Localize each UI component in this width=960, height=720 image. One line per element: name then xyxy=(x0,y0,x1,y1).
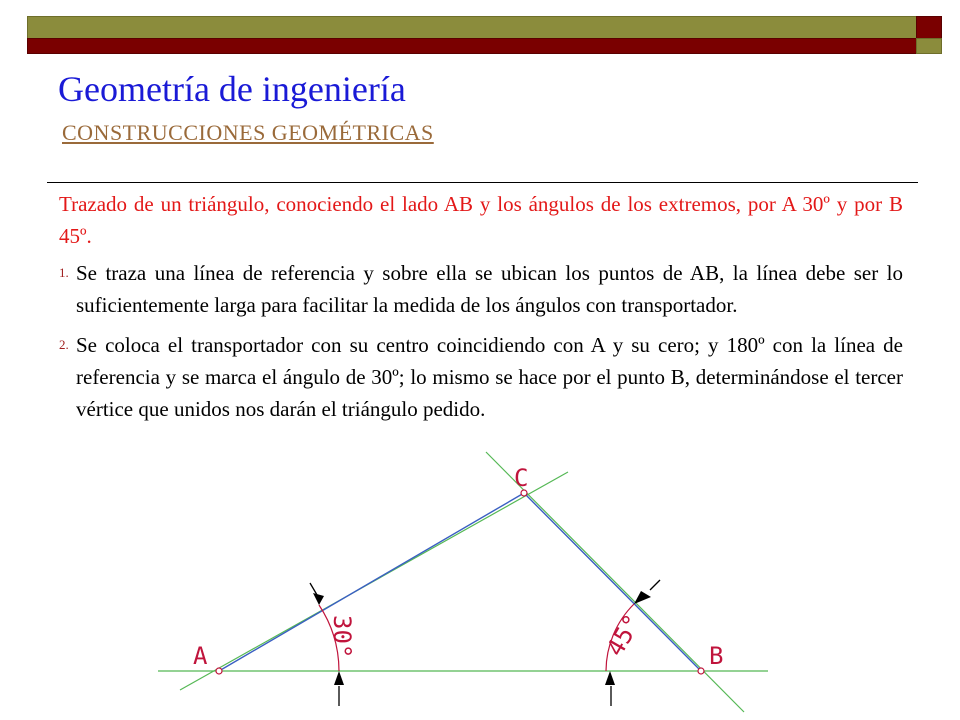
slide-title: Geometría de ingeniería xyxy=(58,69,406,109)
label-angle-b: 45° xyxy=(600,609,647,661)
slide-subtitle: CONSTRUCCIONES GEOMÉTRICAS xyxy=(62,120,434,145)
label-c: C xyxy=(514,464,529,492)
arrow-b-upper xyxy=(634,591,651,604)
label-b: B xyxy=(709,642,724,670)
arrow-b-lower xyxy=(605,671,615,685)
arrow-a-lower xyxy=(334,671,344,685)
dimension-arcs xyxy=(319,604,634,671)
intro-paragraph: Trazado de un triángulo, conociendo el lado AB y los ángulos de los extremos, por A 30º y por B 45º. xyxy=(59,192,903,248)
construction-lines xyxy=(158,452,768,712)
arrow-a-upper xyxy=(313,593,324,605)
step-number: 2. xyxy=(59,337,69,352)
step-text: Se traza una línea de referencia y sobre ella se ubican los puntos de AB, la línea debe ser lo suficientemente larga para facilitar la medida de los ángulos con transportador. xyxy=(76,261,903,317)
step-text: Se coloca el transportador con su centro coincidiendo con A y su cero; y 180º con la línea de referencia y se marca el ángulo de 30º; lo mismo se hace por el punto B, determinándose el tercer vértice que unidos nos darán el triángulo pedido. xyxy=(76,333,903,421)
side-ac xyxy=(219,493,524,671)
label-angle-a: 30° xyxy=(328,615,356,659)
label-a: A xyxy=(193,642,208,670)
tick-b-upper xyxy=(650,580,660,590)
vertex-a-marker xyxy=(216,668,222,674)
vertex-b-marker xyxy=(698,668,704,674)
step-number: 1. xyxy=(59,265,69,280)
